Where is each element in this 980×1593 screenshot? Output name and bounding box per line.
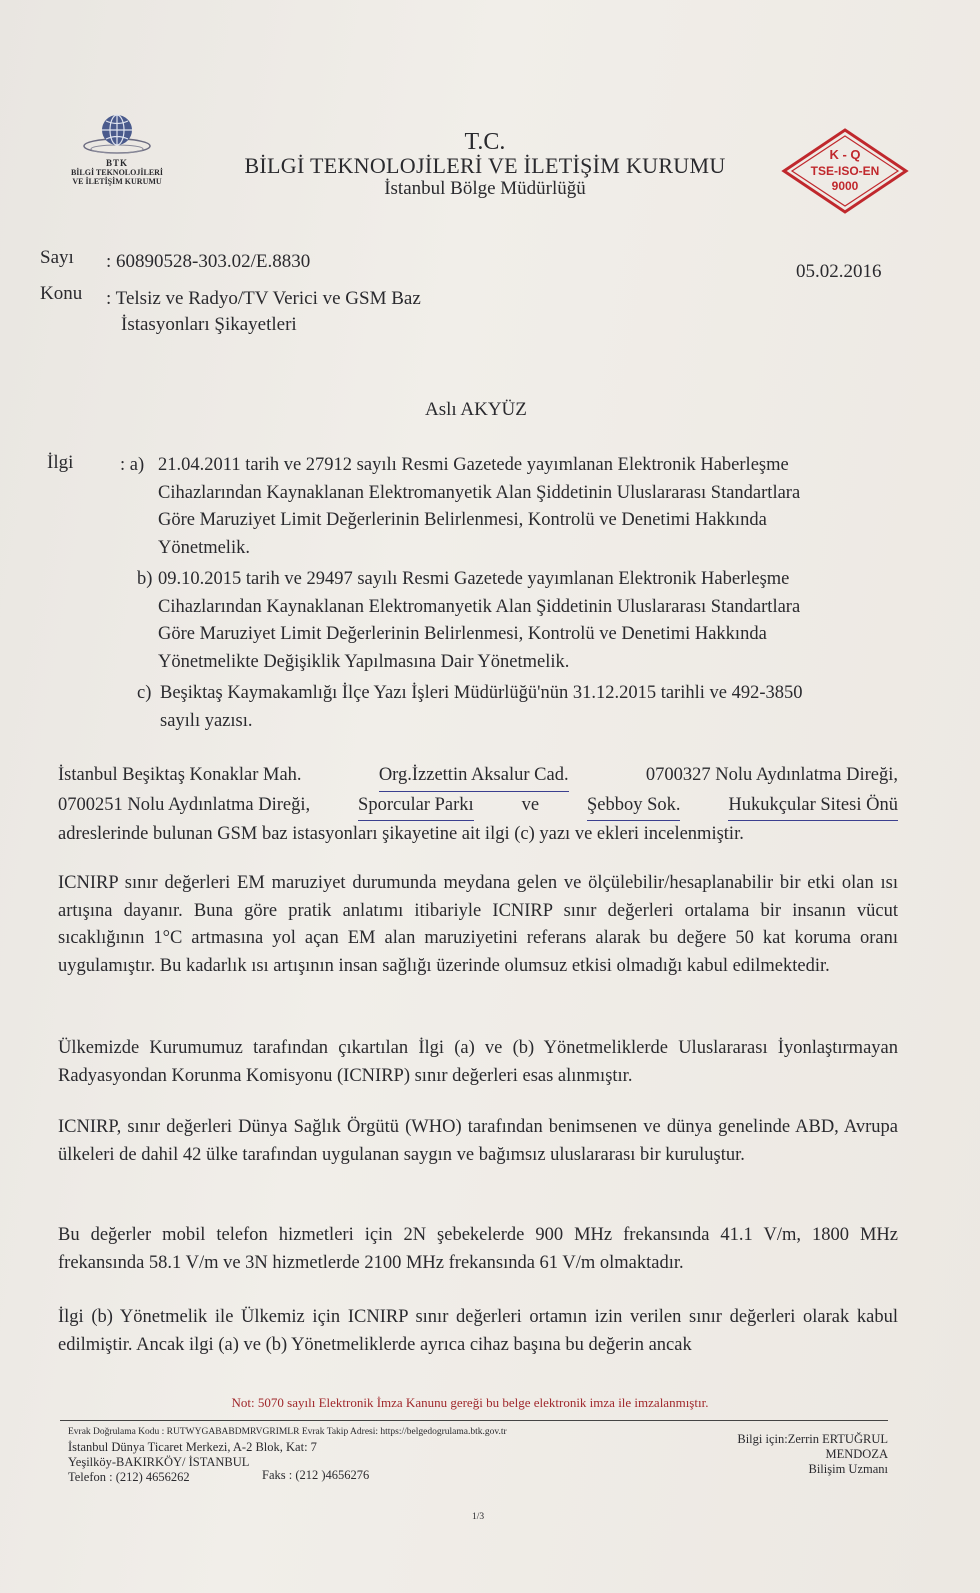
cert-line3: 9000: [831, 179, 859, 193]
ilgi-a-text: [158, 452, 903, 562]
globe-icon: [82, 112, 152, 156]
ilgi-c-prefix: c): [137, 683, 152, 703]
page-number: 1/3: [472, 1512, 485, 1522]
footer-fax: Faks : (212 )4656276: [262, 1468, 370, 1482]
konu-line1: : Telsiz ve Radyo/TV Verici ve GSM Baz: [106, 288, 421, 309]
contact-info: [702, 1432, 888, 1477]
konu-label: Konu: [40, 283, 83, 304]
ilgi-b-line: 09.10.2015 tarih ve 29497 sayılı Resmi Gazetede yayımlanan Elektronik Haberleşme: [158, 569, 790, 589]
ilgi-a-prefix: : a): [120, 455, 145, 475]
ilgi-a-line: Göre Maruziyet Limit Değerlerinin Belirlenmesi, Kontrolü ve Denetimi Hakkında: [158, 510, 767, 530]
body-paragraph: İlgi (b) Yönetmelik ile Ülkemiz için ICNIRP sınır değerleri ortamın izin verilen sınır değerleri olarak kabul edilmiştir. Ancak ilgi (a) ve (b) Yönetmeliklerde ayrıca cihaz başına bu değerin ancak: [58, 1307, 898, 1355]
address-line3: adreslerinde bulunan GSM baz istasyonları şikayetine ait ilgi (c) yazı ve ekleri incelenmiştir.: [58, 824, 744, 844]
ilgi-c-text: [160, 680, 905, 735]
body-paragraph: ICNIRP, sınır değerleri Dünya Sağlık Örgütü (WHO) tarafından benimsenen ve dünya genelinde ABD, Avrupa ülkeleri de dahil 42 ülke tarafından uygulanan saygın ve bağımsız uluslararası bir kuruluştur.: [58, 1117, 898, 1165]
address-text: 0700327 Nolu Aydınlatma Direği,: [645, 765, 898, 785]
ilgi-label: İlgi: [47, 452, 74, 473]
body-paragraph: Ülkemizde Kurumumuz tarafından çıkartılan İlgi (a) ve (b) Yönetmeliklerde Uluslararası İyonlaştırmayan Radyasyondan Korunma Komisyonu (ICNIRP) sınır değerleri esas alınmıştır.: [58, 1038, 898, 1086]
letterhead-tc: T.C.: [464, 129, 506, 155]
ilgi-b-line: Göre Maruziyet Limit Değerlerinin Belirlenmesi, Kontrolü ve Denetimi Hakkında: [158, 624, 767, 644]
tse-certification-mark: [780, 126, 910, 216]
sayi-value: : 60890528-303.02/E.8830: [106, 251, 311, 272]
address-paragraph: [58, 762, 898, 849]
verification-code: Evrak Doğrulama Kodu : RUTWYGABABDMRVGRIMLR Evrak Takip Adresi: https://belgedogrulama.btk.gov.tr: [68, 1427, 507, 1437]
recipient-name: Aslı AKYÜZ: [425, 399, 527, 420]
logo-name-line2: VE İLETİŞİM KURUMU: [72, 177, 162, 186]
logo-abbr: BTK: [105, 158, 128, 168]
contact-name: Bilgi için:Zerrin ERTUĞRUL: [737, 1432, 888, 1446]
contact-surname: MENDOZA: [825, 1447, 888, 1461]
address-underlined: Sporcular Parkı: [358, 792, 474, 822]
ilgi-a-line: 21.04.2011 tarih ve 27912 sayılı Resmi Gazetede yayımlanan Elektronik Haberleşme: [158, 455, 789, 475]
ilgi-a-line: Yönetmelik.: [158, 537, 250, 558]
footer-divider: [60, 1420, 888, 1421]
address-underlined: Şebboy Sok.: [587, 792, 681, 822]
konu-line2: İstasyonları Şikayetleri: [121, 314, 297, 335]
ilgi-c-line: sayılı yazısı.: [160, 710, 253, 731]
btk-logo: [52, 112, 182, 202]
logo-name-line1: BİLGİ TEKNOLOJİLERİ: [70, 168, 164, 177]
address-text: ve: [521, 794, 540, 815]
cert-line1: K - Q: [829, 147, 861, 162]
address-text: İstanbul Beşiktaş Konaklar Mah.: [58, 765, 302, 785]
ilgi-b-text: [158, 566, 903, 676]
ilgi-b-line: Yönetmelikte Değişiklik Yapılmasına Dair Yönetmelik.: [158, 651, 570, 672]
footer-phone: Telefon : (212) 4656262: [68, 1470, 190, 1484]
footer-address-2: Yeşilköy-BAKIRKÖY/ İSTANBUL: [68, 1455, 250, 1469]
address-line1: [58, 762, 898, 792]
body-paragraph: ICNIRP sınır değerleri EM maruziyet durumunda meydana gelen ve ölçülebilir/hesaplanabilir bir etki olan ısı artışına dayanır. Buna göre pratik anlatımı itibariyle ICNIRP sınır değerleri ortalama bir insanın vücut sıcaklığının 1°C artmasına yol açan EM alan maruziyetini referans alarak bu değere 50 kat koruma oranı uygulamıştır. Bu kadarlık ısı artışının insan sağlığı üzerinde olumsuz etkisi olmadığı kabul edilmektedir.: [58, 873, 898, 976]
sayi-label: Sayı: [40, 247, 74, 268]
contact-title: Bilişim Uzmanı: [808, 1462, 888, 1476]
ilgi-a-line: Cihazlarından Kaynaklanan Elektromanyetik Alan Şiddetinin Uluslararası Standartlara: [158, 482, 801, 503]
address-underlined: Org.İzzettin Aksalur Cad.: [379, 762, 569, 792]
document-date: 05.02.2016: [796, 261, 882, 282]
ilgi-c-line: Beşiktaş Kaymakamlığı İlçe Yazı İşleri Müdürlüğü'nün 31.12.2015 tarihli ve 492-3850: [160, 683, 803, 703]
address-underlined: Hukukçular Sitesi Önü: [728, 792, 898, 822]
letterhead-org: BİLGİ TEKNOLOJİLERİ VE İLETİŞİM KURUMU: [244, 153, 726, 178]
cert-line2: TSE-ISO-EN: [810, 164, 880, 178]
footer-address-1: İstanbul Dünya Ticaret Merkezi, A-2 Blok, Kat: 7: [68, 1440, 317, 1454]
ilgi-b-line: Cihazlarından Kaynaklanan Elektromanyetik Alan Şiddetinin Uluslararası Standartlara: [158, 596, 801, 617]
ilgi-b-prefix: b): [137, 569, 153, 589]
address-line2: [58, 792, 898, 822]
letterhead-office: İstanbul Bölge Müdürlüğü: [384, 178, 586, 199]
body-paragraph: Bu değerler mobil telefon hizmetleri için 2N şebekelerde 900 MHz frekansında 41.1 V/m, 1800 MHz frekansında 58.1 V/m ve 3N hizmetlerde 2100 MHz frekansında 61 V/m olmaktadır.: [58, 1225, 898, 1273]
e-signature-note: Not: 5070 sayılı Elektronik İmza Kanunu gereği bu belge elektronik imza ile imzalanmıştır.: [231, 1395, 709, 1410]
letterhead: [230, 130, 740, 200]
address-text: 0700251 Nolu Aydınlatma Direği,: [58, 794, 311, 815]
